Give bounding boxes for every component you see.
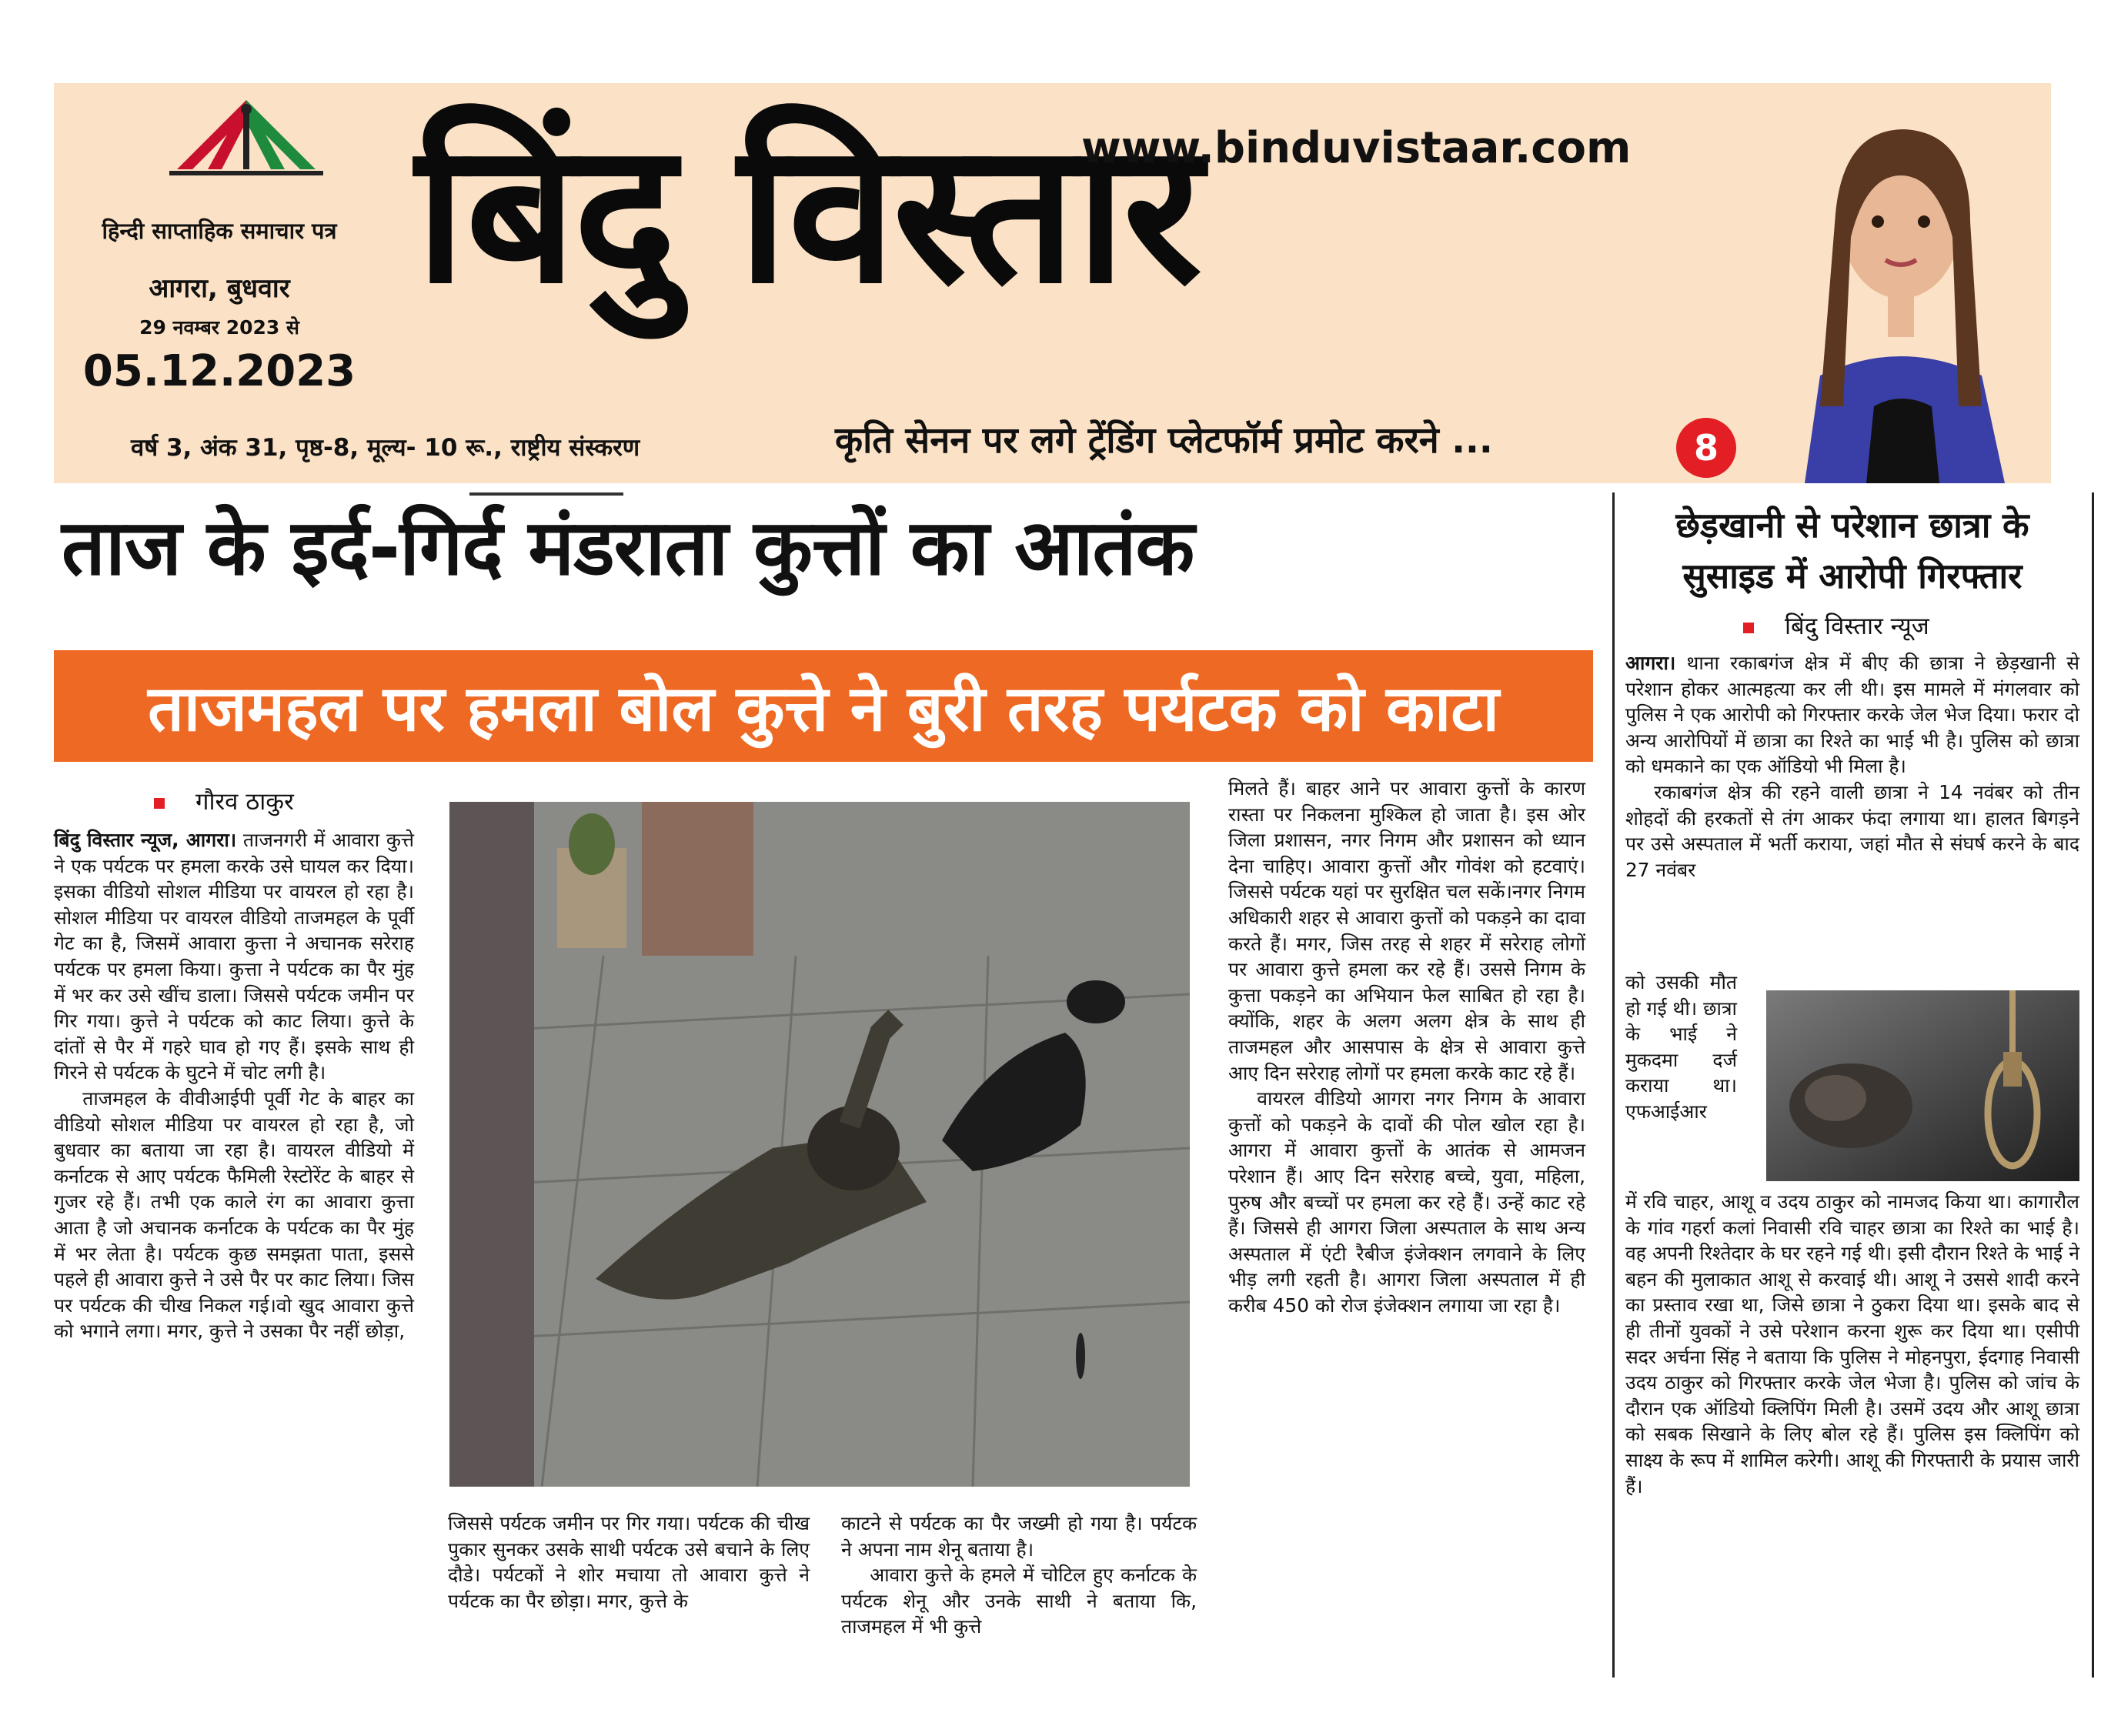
dog-attack-photo [449, 802, 1190, 1487]
story-paragraph: मिलते हैं। बाहर आने पर आवारा कुत्तों के कारण रास्ता पर निकलना मुश्किल हो जाता है। इस ओर जिला प्रशासन, नगर निगम और प्रशासन को ध्यान देना चाहिए। आवारा कुत्तों और गोवंश को हटवाएं। जिससे पर्यटक यहां पर सुरक्षित चल सकें।नगर निगम अधिकारी शहर से आवारा कुत्तों को पकड़ने का दावा करते हैं। मगर, जिस तरह से शहर में सरेराह लोगों पर आवारा कुत्ते हमला कर रहे हैं। उससे निगम के कुत्ता पकड़ने का अभियान फेल साबित हो रहा है। क्योंकि, शहर के अलग अलग क्षेत्र के साथ ही ताजमहल और आसपास के क्षेत्र से आवारा कुत्ते आए दिन सरेराह लोगों पर हमला करके काट रहे हैं। [1228, 777, 1585, 1084]
story-column-3 [1228, 776, 1585, 1318]
byline [154, 785, 294, 817]
column-divider [1612, 492, 1615, 1678]
main-subhead: ताजमहल पर हमला बोल कुत्ते ने बुरी तरह पर्यटक को काटा [148, 673, 1499, 746]
dateline: बिंदु विस्तार न्यूज, आगरा। [54, 829, 237, 851]
story-column-2a [448, 1511, 810, 1614]
website-link[interactable]: www.binduvistaar.com [1081, 123, 1632, 173]
story-paragraph [1625, 650, 2079, 780]
story-paragraph: को उसकी मौत हो गई थी। छात्रा के भाई ने मुकदमा दर्ज कराया था। एफआईआर [1625, 971, 1737, 1123]
city-day: आगरा, बुधवार [149, 273, 290, 304]
side-story-wrap-text [1625, 970, 1737, 1125]
date-range: 29 नवम्बर 2023 से [139, 316, 299, 339]
story-paragraph: काटने से पर्यटक का पैर जख्मी हो गया है। पर्यटक ने अपना नाम शेनू बताया है। [841, 1512, 1197, 1561]
story-paragraph: में रवि चाहर, आशू व उदय ठाकुर को नामजद किया था। कागारौल के गांव गहर्रा कलां निवासी रवि चाहर छात्रा का रिश्ते का भाई है। वह अपनी रिश्तेदार के घर रहने गई थी। इसी दौरान रिश्ते के भाई ने बहन की मुलाकात आशू से करवाई थी। आशू ने उससे शादी करने का प्रस्ताव रखा था, जिसे छात्रा ने ठुकरा दिया था। इसके बाद से ही तीनों युवकों ने उसे परेशान करना शुरू कर दिया था। एसीपी सदर अर्चना सिंह ने बताया कि पुलिस ने मोहनपुरा, ईदगाह निवासी उदय ठाकुर को गिरफ्तार करके जेल भेजा है। पुलिस को जांच के दौरान एक ऑडियो क्लिपिंग मिली है। उसमें उदय और आशू छात्रा को सबक सिखाने के लिए बोल रहे हैं। पुलिस इस क्लिपिंग को साक्ष्य के रूप में शामिल करेगी। आशू की गिरफ्तारी के प्रयास जारी हैं। [1625, 1190, 2079, 1497]
noose-illustration [1766, 990, 2079, 1181]
paragraph-text: ताजनगरी में आवारा कुत्ते ने एक पर्यटक पर हमला करके उसे घायल कर दिया। इसका वीडियो सोशल मीडिया पर वायरल हो रहा है। सोशल मीडिया पर वायरल वीडियो ताजमहल के पूर्वी गेट का है, जिसमें आवारा कुत्ता ने अचानक सरेराह पर्यटक पर हमला किया। कुत्ता ने पर्यटक का पैर मुंह में भर कर उसे खींच डाला। जिससे पर्यटक जमीन पर गिर गया। कुत्ते ने पर्यटक को काट लिया। कुत्ते के दांतों से पैर में गहरे घाव हो गए हैं। इसके साथ ही गिरने से पर्यटक के घुटने में चोट लगी है। [54, 829, 415, 1084]
paragraph-text: थाना रकाबगंज क्षेत्र में बीए की छात्रा ने छेड़खानी से परेशान होकर आत्महत्या कर ली थी। इस मामले में मंगलवार को पुलिस ने एक आरोपी को गिरफ्तार करके जेल भेज दिया। फरार दो अन्य आरोपियों में छात्रा का रिश्ते का भाई भी है। पुलिस को छात्रा को धमकाने का एक ऑडियो भी मिला है। [1625, 652, 2079, 778]
main-headline[interactable]: ताज के इर्द-गिर्द मंडराता कुत्तों का आतंक [62, 502, 1194, 593]
edition-info: वर्ष 3, अंक 31, पृष्ठ-8, मूल्य- 10 रू., राष्ट्रीय संस्करण [131, 434, 640, 462]
bullet-icon [154, 798, 165, 809]
byline-text: गौरव ठाकुर [195, 788, 294, 816]
issue-date: 05.12.2023 [82, 346, 356, 396]
story-column-2b [841, 1511, 1197, 1640]
story-paragraph: वायरल वीडियो आगरा नगर निगम के आवारा कुत्तों को पकड़ने के दावों की पोल खोल रहा है। आगरा में आवारा कुत्तों के आतंक से आमजन परेशान हैं। आए दिन सरेराह बच्चे, युवा, महिला, पुरुष और बच्चों पर हमला कर रहे हैं। उन्हें काट रहे हैं। जिससे ही आगरा जिला अस्पताल के साथ अन्य अस्पताल में एंटी रैबीज इंजेक्शन लगवाने के लिए भीड़ लगी रहती है। आगरा जिला अस्पताल में ही करीब 450 को रोज इंजेक्शन लगाया जा रहा है। [1228, 1087, 1585, 1317]
story-column-1 [54, 827, 414, 1344]
side-story-byline [1743, 609, 1929, 642]
page-number-badge: 8 [1676, 418, 1736, 478]
celebrity-photo [1751, 83, 2051, 483]
page-edge-rule [2092, 492, 2094, 1678]
newspaper-logo [131, 85, 362, 200]
side-story-headline[interactable]: छेड़खानी से परेशान छात्रा के सुसाइड में आरोपी गिरफ्तार [1675, 505, 2029, 596]
teaser-headline[interactable]: कृति सेनन पर लगे ट्रेंडिंग प्लेटफॉर्म प्रमोट करने ... [835, 419, 1493, 462]
story-paragraph: ताजमहल के वीवीआईपी पूर्वी गेट के बाहर का वीडियो सोशल मीडिया पर वायरल हो रहा है, जो बुधवार का बताया जा रहा है। वायरल वीडियो में कर्नाटक से आए पर्यटक फैमिली रेस्टोरेंट के बाहर से गुजर रहे हैं। तभी एक काले रंग का आवारा कुत्ता आता है जो अचानक कर्नाटक के पर्यटक का पैर मुंह में भर लेता है। पर्यटक कुछ समझता पाता, इससे पहले ही आवारा कुत्ते ने उसे पैर पर काट लिया। जिस पर पर्यटक की चीख निकल गई।वो खुद आवारा कुत्ते को भगाने लगा। मगर, कुत्ते ने उसका पैर नहीं छोड़ा, [54, 1087, 414, 1343]
paper-name: बिंदु विस्तार [416, 98, 1200, 326]
tagline: हिन्दी साप्ताहिक समाचार पत्र [102, 218, 337, 244]
story-paragraph: रकाबगंज क्षेत्र की रहने वाली छात्रा ने 14 नवंबर को तीन शोहदों की हरकतों से तंग आकर फंदा लगाया था। हालत बिगड़ने पर उसे अस्पताल में भर्ती कराया, जहां मौत से संघर्ष करने के बाद 27 नवंबर [1625, 780, 2079, 881]
story-paragraph: आवारा कुत्ते के हमले में चोटिल हुए कर्नाटक के पर्यटक शेनू और उनके साथी ने बताया कि, ताजमहल में भी कुत्ते [841, 1564, 1197, 1638]
side-story-body [1625, 650, 2079, 883]
byline-text: बिंदु विस्तार न्यूज [1785, 613, 1929, 640]
dateline: आगरा। [1625, 652, 1676, 674]
story-paragraph [54, 827, 414, 1086]
side-story-continued [1625, 1189, 2079, 1499]
bullet-icon [1743, 623, 1754, 633]
story-paragraph: जिससे पर्यटक जमीन पर गिर गया। पर्यटक की चीख पुकार सुनकर उसके साथी पर्यटक उसे बचाने के लिए दौडे। पर्यटकों ने शोर मचाया तो आवारा कुत्ते ने पर्यटक का पैर छोड़ा। मगर, कुत्ते के [448, 1512, 810, 1612]
